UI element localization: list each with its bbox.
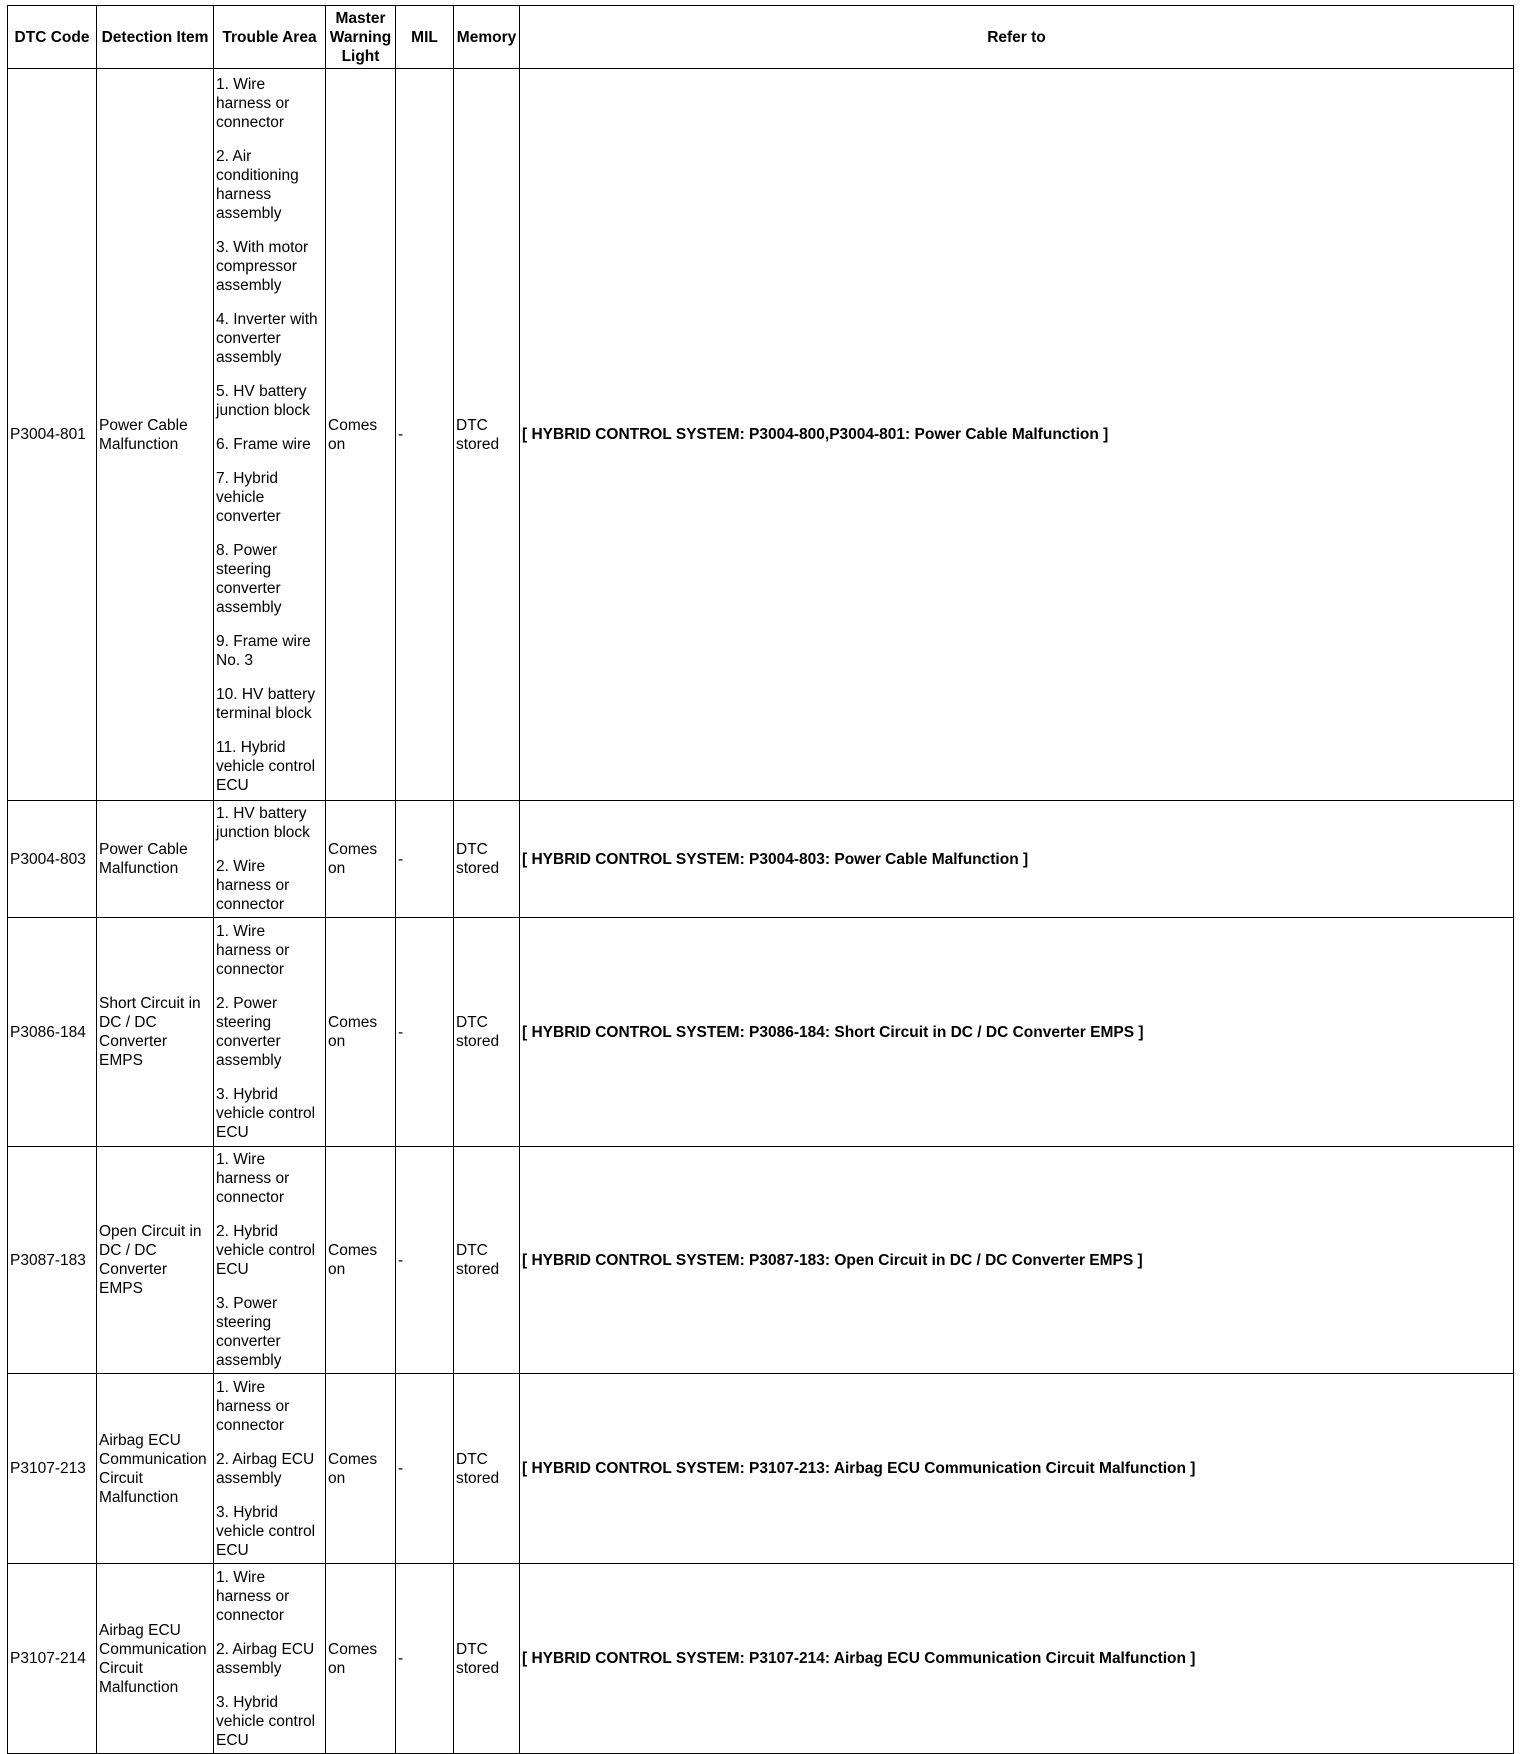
header-row — [8, 6, 1514, 69]
mil-cell: - — [396, 801, 454, 918]
memory-cell: DTC stored — [454, 69, 520, 801]
dtc-code-cell: P3086-184 — [8, 918, 97, 1147]
master-warning-light-cell: Comes on — [326, 69, 396, 801]
master-warning-light-cell: Comes on — [326, 1374, 396, 1564]
trouble-area-item: 3. With motor compressor assembly — [216, 238, 309, 294]
trouble-area-item: 7. Hybrid vehicle converter — [216, 469, 281, 525]
dtc-table-page — [7, 5, 1513, 1754]
trouble-area-item: 9. Frame wire No. 3 — [216, 632, 311, 669]
trouble-area-cell — [214, 1564, 326, 1754]
trouble-area-item: 6. Frame wire — [216, 435, 311, 453]
trouble-area-item: 5. HV battery junction block — [216, 382, 310, 419]
refer-to-link[interactable]: [ HYBRID CONTROL SYSTEM: P3004-803: Power Cable Malfunction ] — [520, 801, 1514, 918]
trouble-area-item: 1. Wire harness or connector — [216, 1151, 290, 1206]
memory-cell: DTC stored — [454, 1564, 520, 1754]
dtc-code-cell: P3107-214 — [8, 1564, 97, 1754]
master-warning-light-cell: Comes on — [326, 801, 396, 918]
detection-item-cell: Power Cable Malfunction — [97, 801, 214, 918]
table-row — [8, 69, 1514, 801]
trouble-area-item: 3. Power steering converter assembly — [216, 1295, 282, 1369]
detection-item-cell: Power Cable Malfunction — [97, 69, 214, 801]
master-warning-light-cell: Comes on — [326, 1147, 396, 1374]
trouble-area-list — [216, 804, 323, 914]
header-detection-item: Detection Item — [97, 6, 214, 69]
detection-item-cell: Airbag ECU Communication Circuit Malfunction — [97, 1564, 214, 1754]
refer-to-link[interactable]: [ HYBRID CONTROL SYSTEM: P3107-214: Airbag ECU Communication Circuit Malfunction ] — [520, 1564, 1514, 1754]
trouble-area-item: 2. Wire harness or connector — [216, 858, 290, 913]
header-dtc-code: DTC Code — [8, 6, 97, 69]
trouble-area-item: 4. Inverter with converter assembly — [216, 310, 318, 366]
trouble-area-item: 2. Airbag ECU assembly — [216, 1640, 315, 1677]
trouble-area-item: 1. Wire harness or connector — [216, 1378, 290, 1434]
master-warning-light-cell: Comes on — [326, 1564, 396, 1754]
trouble-area-cell — [214, 1374, 326, 1564]
detection-item-cell: Open Circuit in DC / DC Converter EMPS — [97, 1147, 214, 1374]
trouble-area-list — [216, 922, 323, 1142]
mil-cell: - — [396, 918, 454, 1147]
header-master-warning-light: Master Warning Light — [326, 6, 396, 69]
trouble-area-item: 1. HV battery junction block — [216, 805, 310, 841]
trouble-area-cell — [214, 801, 326, 918]
dtc-code-cell: P3004-803 — [8, 801, 97, 918]
detection-item-cell: Short Circuit in DC / DC Converter EMPS — [97, 918, 214, 1147]
memory-cell: DTC stored — [454, 801, 520, 918]
trouble-area-item: 1. Wire harness or connector — [216, 923, 290, 978]
master-warning-light-cell: Comes on — [326, 918, 396, 1147]
table-row — [8, 1374, 1514, 1564]
refer-to-link[interactable]: [ HYBRID CONTROL SYSTEM: P3107-213: Airbag ECU Communication Circuit Malfunction ] — [520, 1374, 1514, 1564]
table-row — [8, 801, 1514, 918]
trouble-area-item: 2. Airbag ECU assembly — [216, 1450, 315, 1487]
trouble-area-item: 8. Power steering converter assembly — [216, 541, 282, 616]
header-trouble-area: Trouble Area — [214, 6, 326, 69]
table-row — [8, 918, 1514, 1147]
memory-cell: DTC stored — [454, 918, 520, 1147]
trouble-area-item: 1. Wire harness or connector — [216, 75, 290, 131]
mil-cell: - — [396, 1374, 454, 1564]
trouble-area-item: 11. Hybrid vehicle control ECU — [216, 738, 316, 794]
dtc-code-cell: P3004-801 — [8, 69, 97, 801]
header-mil: MIL — [396, 6, 454, 69]
trouble-area-item: 10. HV battery terminal block — [216, 685, 316, 722]
table-row — [8, 1564, 1514, 1754]
refer-to-link[interactable]: [ HYBRID CONTROL SYSTEM: P3086-184: Short Circuit in DC / DC Converter EMPS ] — [520, 918, 1514, 1147]
header-memory: Memory — [454, 6, 520, 69]
dtc-code-cell: P3107-213 — [8, 1374, 97, 1564]
trouble-area-cell — [214, 69, 326, 801]
trouble-area-list — [216, 75, 323, 795]
trouble-area-item: 1. Wire harness or connector — [216, 1568, 290, 1624]
detection-item-cell: Airbag ECU Communication Circuit Malfunction — [97, 1374, 214, 1564]
memory-cell: DTC stored — [454, 1147, 520, 1374]
trouble-area-item: 3. Hybrid vehicle control ECU — [216, 1693, 316, 1749]
trouble-area-item: 2. Hybrid vehicle control ECU — [216, 1223, 316, 1278]
trouble-area-cell — [214, 1147, 326, 1374]
trouble-area-list — [216, 1568, 323, 1750]
trouble-area-item: 3. Hybrid vehicle control ECU — [216, 1503, 316, 1559]
trouble-area-cell — [214, 918, 326, 1147]
header-refer-to: Refer to — [520, 6, 1514, 69]
dtc-code-cell: P3087-183 — [8, 1147, 97, 1374]
dtc-table — [7, 5, 1514, 1754]
mil-cell: - — [396, 69, 454, 801]
trouble-area-list — [216, 1378, 323, 1560]
trouble-area-list — [216, 1150, 323, 1370]
trouble-area-item: 2. Air conditioning harness assembly — [216, 147, 299, 222]
table-row — [8, 1147, 1514, 1374]
trouble-area-item: 3. Hybrid vehicle control ECU — [216, 1086, 316, 1141]
mil-cell: - — [396, 1564, 454, 1754]
trouble-area-item: 2. Power steering converter assembly — [216, 995, 282, 1069]
refer-to-link[interactable]: [ HYBRID CONTROL SYSTEM: P3087-183: Open Circuit in DC / DC Converter EMPS ] — [520, 1147, 1514, 1374]
mil-cell: - — [396, 1147, 454, 1374]
refer-to-link[interactable]: [ HYBRID CONTROL SYSTEM: P3004-800,P3004-801: Power Cable Malfunction ] — [520, 69, 1514, 801]
memory-cell: DTC stored — [454, 1374, 520, 1564]
